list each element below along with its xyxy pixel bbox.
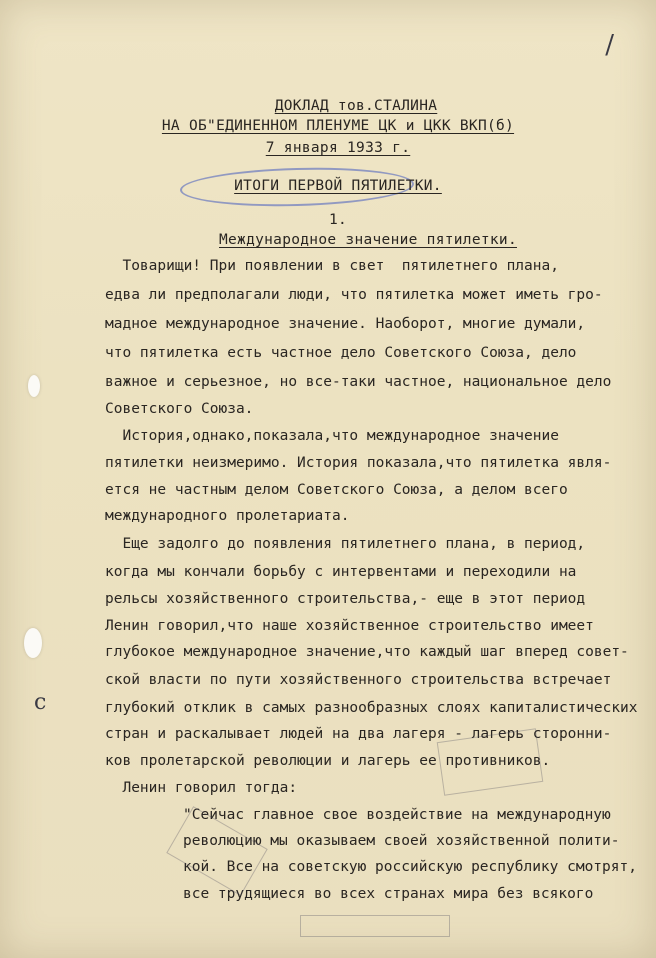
text-line: мадное международное значение. Наоборот, многие думали,	[105, 316, 586, 332]
text-line: рельсы хозяйственного строительства,- еще в этот период	[105, 591, 586, 607]
text-line: глубокое международное значение,что каждый шаг вперед совет-	[105, 644, 629, 660]
punch-hole	[24, 628, 42, 658]
date-heading: 7 января 1933 г.	[265, 140, 411, 156]
text-line: Ленин говорил,что наше хозяйственное строительство имеет	[105, 618, 594, 634]
text-line: Еще задолго до появления пятилетнего плана, в период,	[105, 536, 586, 552]
quote-line: "Сейчас главное свое воздействие на международную	[183, 807, 611, 823]
text-line: Ленин говорил тогда:	[105, 780, 298, 796]
quote-line: кой. Все на советскую российскую республику смотрят,	[183, 859, 637, 875]
text-line: стран и раскалывает людей на два лагеря - лагерь сторонни-	[105, 726, 612, 742]
text-line: Советского Союза.	[105, 401, 254, 417]
text-line: ской власти по пути хозяйственного строительства встречает	[105, 672, 612, 688]
text-line: едва ли предполагали люди, что пятилетка может иметь гро-	[105, 287, 603, 303]
quote-line: все трудящиеся во всех странах мира без всякого	[183, 886, 594, 902]
quote-line: революцию мы оказываем своей хозяйственной полити-	[183, 833, 620, 849]
handwritten-margin-mark: с	[34, 690, 47, 715]
text-line: международного пролетариата.	[105, 508, 350, 524]
text-line: что пятилетка есть частное дело Советского Союза, дело	[105, 345, 577, 361]
handwritten-margin-mark: /	[605, 30, 614, 60]
section-number: 1.	[328, 212, 348, 228]
text-line: важное и серьезное, но все-таки частное, национальное дело	[105, 374, 612, 390]
section-title: Международное значение пятилетки.	[219, 232, 517, 248]
text-line: глубокий отклик в самых разнообразных слоях капиталистических	[105, 700, 638, 716]
punch-hole	[28, 375, 40, 397]
text-line: Товарищи! При появлении в свет пятилетнего плана,	[105, 258, 559, 274]
text-line: пятилетки неизмеримо. История показала,что пятилетка явля-	[105, 455, 612, 471]
document-title: ИТОГИ ПЕРВОЙ ПЯТИЛЕТКИ.	[234, 178, 442, 194]
report-heading: ДОКЛАД тов.СТАЛИНА	[274, 98, 438, 114]
text-line: ется не частным делом Советского Союза, а делом всего	[105, 482, 568, 498]
text-line: ков пролетарской революции и лагерь ее противников.	[105, 753, 551, 769]
text-line: когда мы кончали борьбу с интервентами и переходили на	[105, 564, 577, 580]
plenum-heading: НА ОБ"ЕДИНЕННОМ ПЛЕНУМЕ ЦК и ЦКК ВКП(б)	[161, 118, 515, 134]
text-line: История,однако,показала,что международное значение	[105, 428, 559, 444]
archive-stamp	[300, 915, 450, 937]
